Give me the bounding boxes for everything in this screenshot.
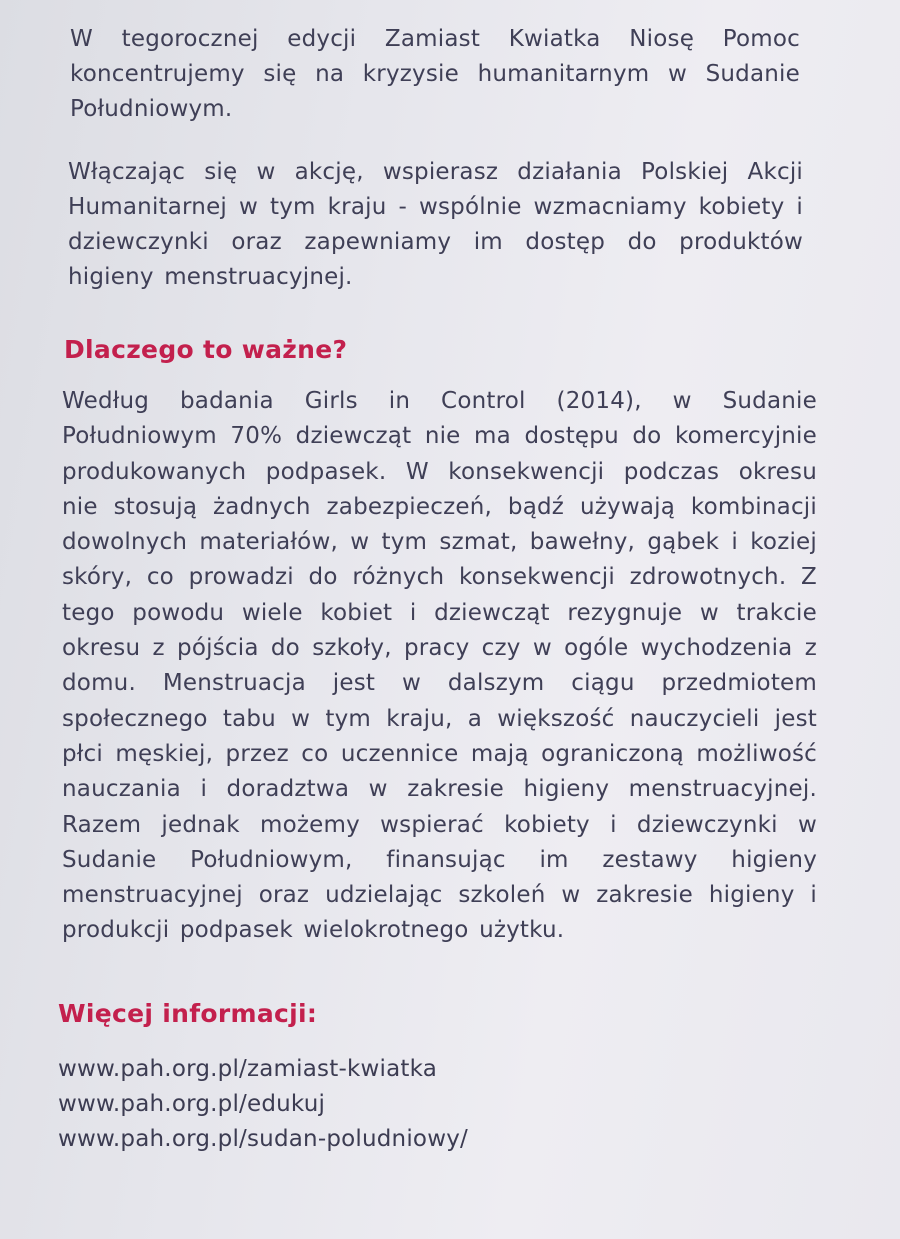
intro-paragraph-2: Włączając się w akcję, wspierasz działania Polskiej Akcji Humanitarnej w tym kraju - wspólnie wzmacniamy kobiety i dziewczynki oraz zapewniamy im dostęp do produktów higieny menstruacyjnej. [68, 159, 803, 290]
leaflet-page [58, 22, 828, 1157]
link-zamiast-kwiatka[interactable]: www.pah.org.pl/zamiast-kwiatka [58, 1055, 437, 1082]
link-sudan-poludniowy[interactable]: www.pah.org.pl/sudan-poludniowy/ [58, 1125, 468, 1152]
more-info-heading: Więcej informacji: [58, 998, 318, 1028]
why-important-heading: Dlaczego to ważne? [64, 335, 348, 364]
intro-paragraph-1: W tegorocznej edycji Zamiast Kwiatka Niosę Pomoc koncentrujemy się na kryzysie humanitarnym w Sudanie Południowym. [70, 26, 800, 122]
more-info-link-list [58, 1052, 828, 1157]
why-important-paragraph: Według badania Girls in Control (2014), w Sudanie Południowym 70% dziewcząt nie ma dostępu do komercyjnie produkowanych podpasek. W konsekwencji podczas okresu nie stosują żadnych zabezpieczeń, bądź używają kombinacji dowolnych materiałów, w tym szmat, bawełny, gąbek i koziej skóry, co prowadzi do różnych konsekwencji zdrowotnych. Z tego powodu wiele kobiet i dziewcząt rezygnuje w trakcie okresu z pójścia do szkoły, pracy czy w ogóle wychodzenia z domu. Menstruacja jest w dalszym ciągu przedmiotem społecznego tabu w tym kraju, a większość nauczycieli jest płci męskiej, przez co uczennice mają ograniczoną możliwość nauczania i doradztwa w zakresie higieny menstruacyjnej. Razem jednak możemy wspierać kobiety i dziewczynki w Sudanie Południowym, finansując im zestawy higieny menstruacyjnej oraz udzielając szkoleń w zakresie higieny i produkcji podpasek wielokrotnego użytku. [62, 388, 817, 944]
link-edukuj[interactable]: www.pah.org.pl/edukuj [58, 1090, 326, 1117]
